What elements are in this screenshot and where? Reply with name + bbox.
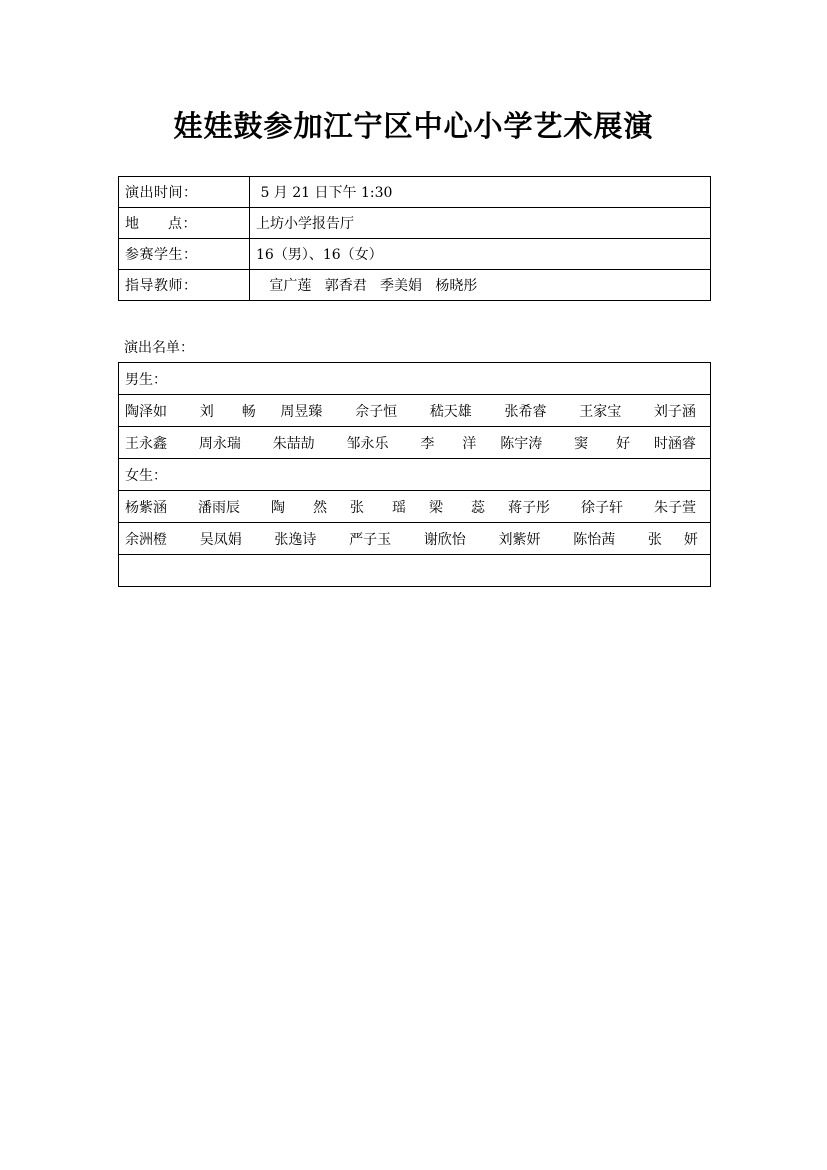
info-row-teachers bbox=[119, 270, 711, 301]
student-name: 张逸诗 bbox=[274, 531, 317, 548]
students-label: 参赛学生： bbox=[119, 239, 250, 270]
student-name: 陈怡茜 bbox=[573, 531, 616, 548]
boys-row bbox=[119, 395, 711, 427]
student-name: 刘紫妍 bbox=[498, 531, 541, 548]
boys-header-row bbox=[119, 363, 711, 395]
girls-label: 女生： bbox=[119, 459, 711, 491]
students-value: 16（男）、16（女） bbox=[250, 239, 711, 270]
girls-row bbox=[119, 523, 711, 555]
names-row bbox=[125, 497, 704, 517]
student-name: 余洲橙 bbox=[125, 531, 167, 548]
names-row bbox=[125, 433, 704, 453]
student-name: 杨紫涵 bbox=[125, 499, 167, 516]
student-name: 刘子涵 bbox=[653, 403, 696, 420]
venue-value: 上坊小学报告厅 bbox=[250, 208, 711, 239]
student-name: 王家宝 bbox=[579, 403, 622, 420]
info-row-venue bbox=[119, 208, 711, 239]
student-name: 佘子恒 bbox=[355, 403, 398, 420]
info-row-time bbox=[119, 177, 711, 208]
student-name: 朱子萱 bbox=[654, 499, 696, 516]
student-name: 周永瑞 bbox=[198, 435, 241, 452]
student-name: 徐子轩 bbox=[581, 499, 623, 516]
girls-header-row bbox=[119, 459, 711, 491]
student-name: 时涵睿 bbox=[653, 435, 696, 452]
empty-cell bbox=[119, 555, 711, 587]
names-row bbox=[125, 529, 704, 549]
page-title: 娃娃鼓参加江宁区中心小学艺术展演 bbox=[173, 109, 654, 143]
student-name: 嵇天雄 bbox=[429, 403, 472, 420]
venue-label-char: 点： bbox=[168, 216, 197, 232]
student-name: 吴凤娟 bbox=[199, 531, 242, 548]
time-label: 演出时间： bbox=[119, 177, 250, 208]
student-name: 陈宇涛 bbox=[500, 435, 543, 452]
teachers-label: 指导教师： bbox=[119, 270, 250, 301]
boys-label: 男生： bbox=[119, 363, 711, 395]
student-name: 李 洋 bbox=[420, 435, 477, 452]
teachers-value: 宣广莲 郭香君 季美娟 杨晓彤 bbox=[250, 270, 711, 301]
student-name: 梁 蕊 bbox=[429, 499, 485, 516]
student-name: 张 瑶 bbox=[350, 499, 406, 516]
student-name: 刘 畅 bbox=[199, 403, 256, 420]
info-row-students bbox=[119, 239, 711, 270]
student-name: 张 妍 bbox=[647, 531, 698, 548]
student-name: 张希睿 bbox=[504, 403, 547, 420]
student-name: 王永鑫 bbox=[125, 435, 167, 452]
cast-list-label: 演出名单： bbox=[124, 340, 194, 356]
student-name: 邹永乐 bbox=[346, 435, 389, 452]
venue-label bbox=[119, 208, 250, 239]
empty-row bbox=[119, 555, 711, 587]
names-row bbox=[125, 401, 704, 421]
girls-row bbox=[119, 491, 711, 523]
student-name: 潘雨辰 bbox=[198, 499, 240, 516]
student-name: 朱喆劼 bbox=[272, 435, 315, 452]
student-name: 蒋子彤 bbox=[508, 499, 550, 516]
performance-info-table bbox=[118, 176, 711, 301]
student-name: 周昱臻 bbox=[280, 403, 323, 420]
student-name: 陶泽如 bbox=[125, 403, 167, 420]
student-name: 陶 然 bbox=[271, 499, 327, 516]
venue-label-char: 地 bbox=[125, 216, 140, 232]
student-name: 严子玉 bbox=[349, 531, 392, 548]
boys-row bbox=[119, 427, 711, 459]
student-name: 谢欣怡 bbox=[423, 531, 466, 548]
cast-list-table bbox=[118, 362, 711, 587]
student-name: 窦 好 bbox=[574, 435, 631, 452]
time-value: 5 月 21 日下午 1:30 bbox=[250, 177, 711, 208]
